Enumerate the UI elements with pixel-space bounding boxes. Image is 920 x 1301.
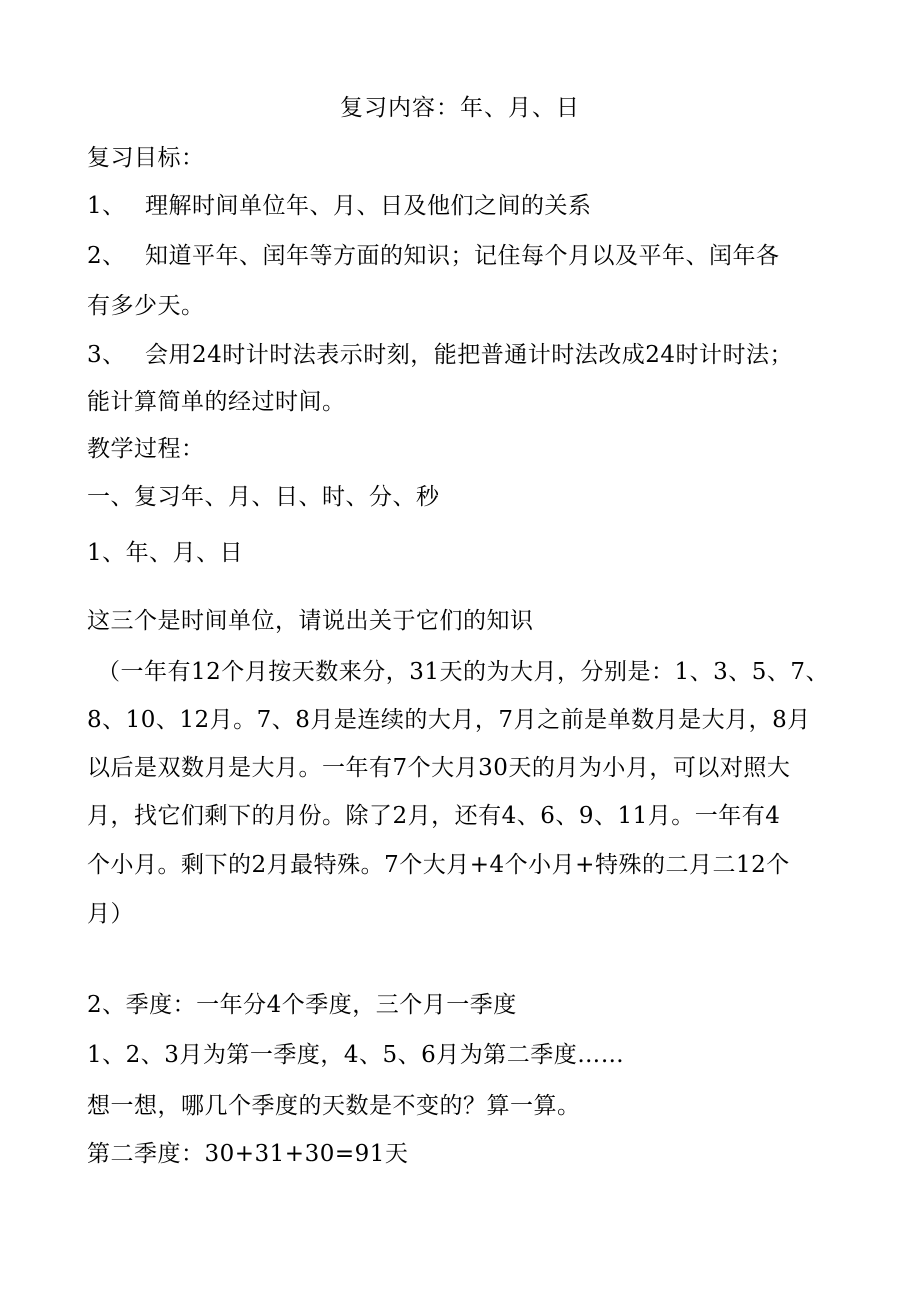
goal-number: 3、 bbox=[87, 342, 126, 368]
paragraph-line-6: 月） bbox=[87, 901, 134, 927]
goal-text: 理解时间单位年、月、日及他们之间的关系 bbox=[145, 193, 592, 219]
goal-item-2-continuation: 有多少天。 bbox=[87, 293, 205, 319]
goal-item-3 bbox=[87, 340, 793, 370]
goal-item-3-continuation: 能计算简单的经过时间。 bbox=[87, 389, 346, 415]
goal-item-2 bbox=[87, 241, 780, 271]
goal-number: 1、 bbox=[87, 193, 126, 219]
goal-item-1 bbox=[87, 191, 592, 221]
paragraph-line-3: 以后是双数月是大月。一年有7个大月30天的月为小月，可以对照大 bbox=[87, 755, 791, 781]
paragraph-line-4: 月，找它们剩下的月份。除了2月，还有4、6、9、11月。一年有4 bbox=[87, 803, 781, 829]
subsection-1-heading: 1、年、月、日 bbox=[87, 540, 244, 566]
goal-text: 知道平年、闰年等方面的知识；记住每个月以及平年、闰年各 bbox=[145, 243, 780, 269]
goals-heading: 复习目标： bbox=[87, 145, 205, 171]
paragraph-line-5: 个小月。剩下的2月最特殊。7个大月+4个小月+特殊的二月二12个 bbox=[87, 852, 790, 878]
quarter-description: 1、2、3月为第一季度，4、5、6月为第二季度…… bbox=[87, 1042, 625, 1068]
goal-text: 会用24时计时法表示时刻，能把普通计时法改成24时计时法； bbox=[145, 342, 794, 368]
subsection-2-heading: 2、季度：一年分4个季度，三个月一季度 bbox=[87, 992, 517, 1018]
process-heading: 教学过程： bbox=[87, 436, 205, 462]
paragraph-line-1: （一年有12个月按天数来分，31天的为大月，分别是：1、3、5、7、 bbox=[97, 659, 830, 685]
section-1-heading: 一、复习年、月、日、时、分、秒 bbox=[87, 484, 440, 510]
document-title: 复习内容：年、月、日 bbox=[340, 95, 580, 121]
think-question: 想一想，哪几个季度的天数是不变的？算一算。 bbox=[87, 1093, 581, 1119]
subsection-1-intro: 这三个是时间单位，请说出关于它们的知识 bbox=[87, 608, 534, 634]
quarter-answer: 第二季度：30+31+30=91天 bbox=[87, 1141, 409, 1167]
goal-number: 2、 bbox=[87, 243, 126, 269]
paragraph-line-2: 8、10、12月。7、8月是连续的大月，7月之前是单数月是大月，8月 bbox=[87, 707, 811, 733]
